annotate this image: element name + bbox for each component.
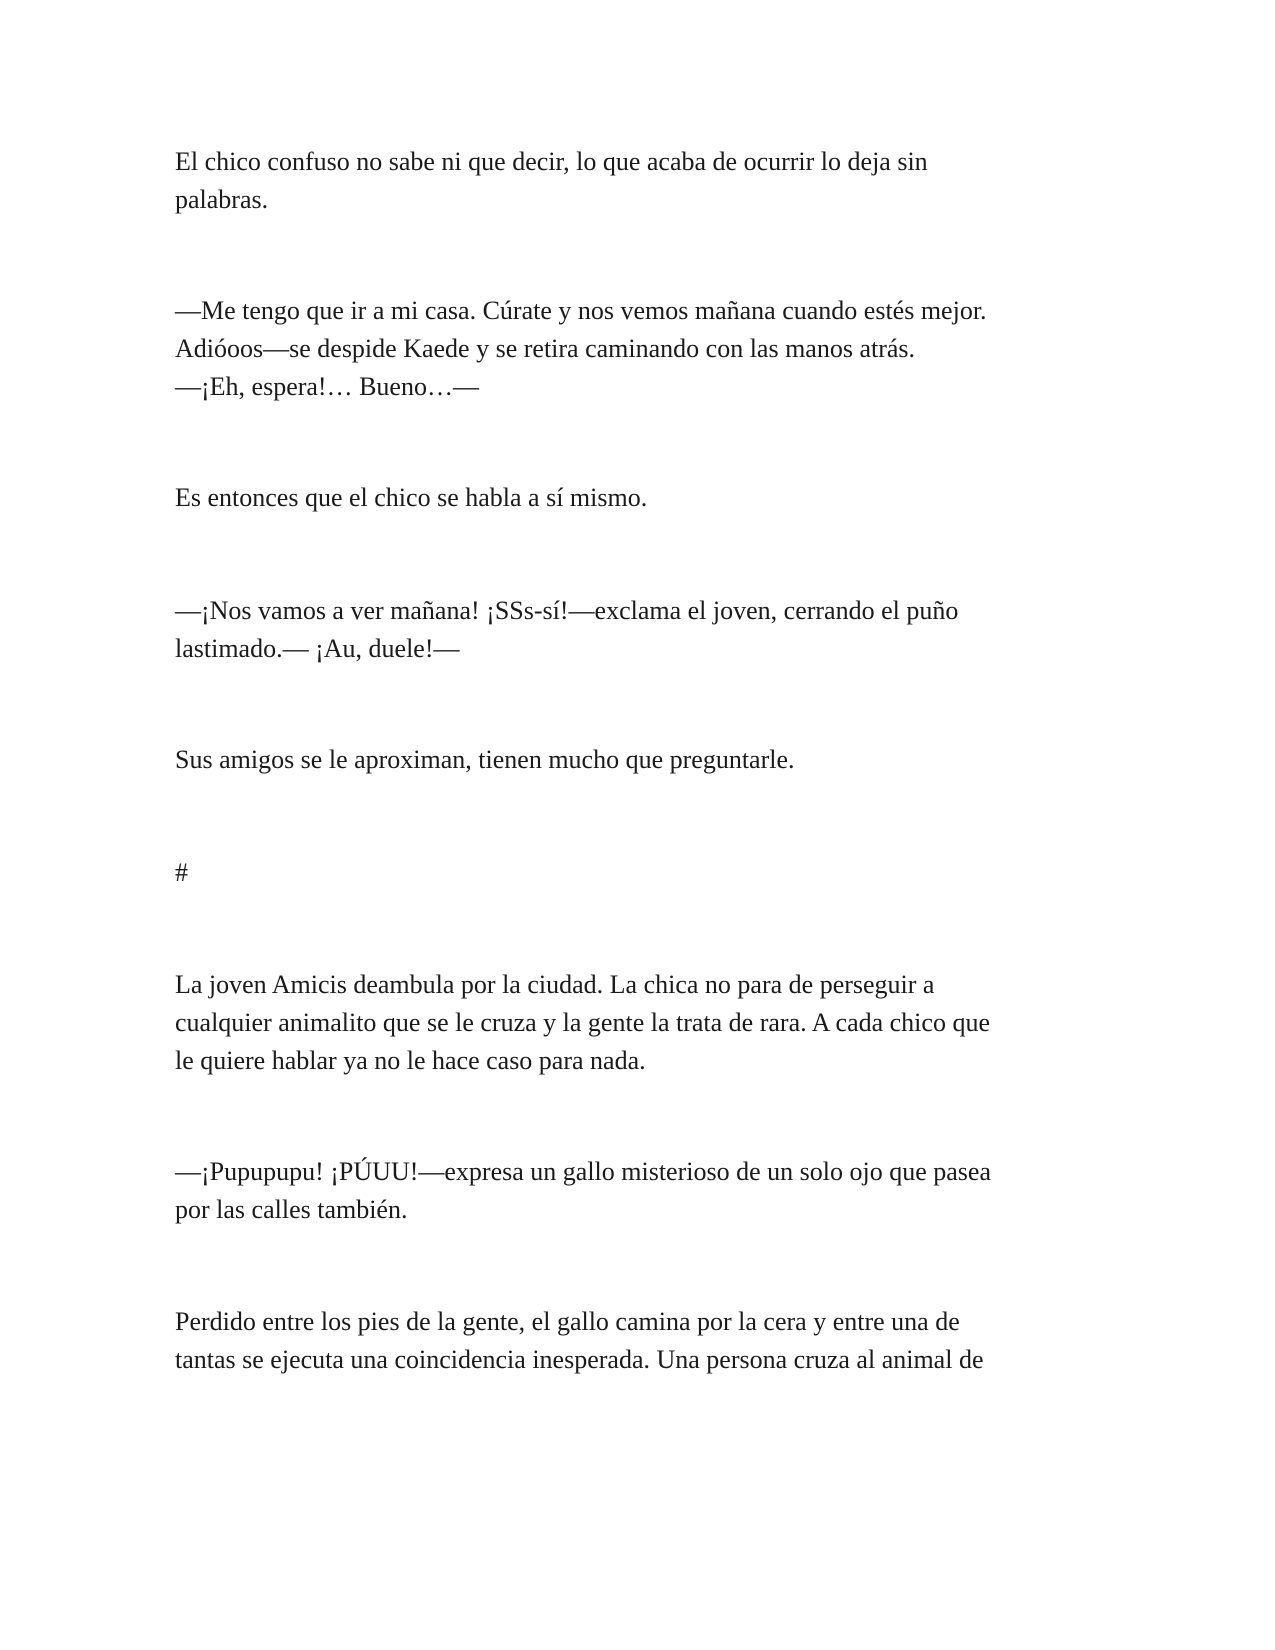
text-line: —Me tengo que ir a mi casa. Cúrate y nos vemos mañana cuando estés mejor.: [175, 296, 987, 325]
text-line: lastimado.— ¡Au, duele!—: [175, 634, 460, 663]
text-line: por las calles también.: [175, 1195, 408, 1224]
paragraph-8: [175, 1303, 1095, 1379]
paragraph-1: [175, 143, 1095, 219]
text-line: #: [175, 858, 188, 887]
text-line: La joven Amicis deambula por la ciudad. La chica no para de perseguir a: [175, 970, 935, 999]
text-line: Es entonces que el chico se habla a sí mismo.: [175, 483, 648, 512]
text-line: cualquier animalito que se le cruza y la gente la trata de rara. A cada chico que: [175, 1008, 990, 1037]
text-line: tantas se ejecuta una coincidencia inesperada. Una persona cruza al animal de: [175, 1345, 984, 1374]
text-line: —¡Eh, espera!… Bueno…—: [175, 372, 479, 401]
text-line: palabras.: [175, 185, 269, 214]
text-line: le quiere hablar ya no le hace caso para nada.: [175, 1046, 646, 1075]
text-line: —¡Pupupupu! ¡PÚUU!—expresa un gallo misterioso de un solo ojo que pasea: [175, 1157, 991, 1186]
text-line: El chico confuso no sabe ni que decir, lo que acaba de ocurrir lo deja sin: [175, 147, 928, 176]
paragraph-2: [175, 292, 1095, 406]
paragraph-5: [175, 741, 1095, 779]
paragraph-4: [175, 592, 1095, 668]
paragraph-3: [175, 479, 1095, 517]
paragraph-7: [175, 1153, 1095, 1229]
paragraph-6: [175, 966, 1095, 1080]
text-line: Sus amigos se le aproximan, tienen mucho que preguntarle.: [175, 745, 795, 774]
section-break: [175, 854, 1095, 892]
text-line: Perdido entre los pies de la gente, el gallo camina por la cera y entre una de: [175, 1307, 960, 1336]
text-line: —¡Nos vamos a ver mañana! ¡SSs-sí!—exclama el joven, cerrando el puño: [175, 596, 959, 625]
text-line: Adióoos—se despide Kaede y se retira caminando con las manos atrás.: [175, 334, 916, 363]
